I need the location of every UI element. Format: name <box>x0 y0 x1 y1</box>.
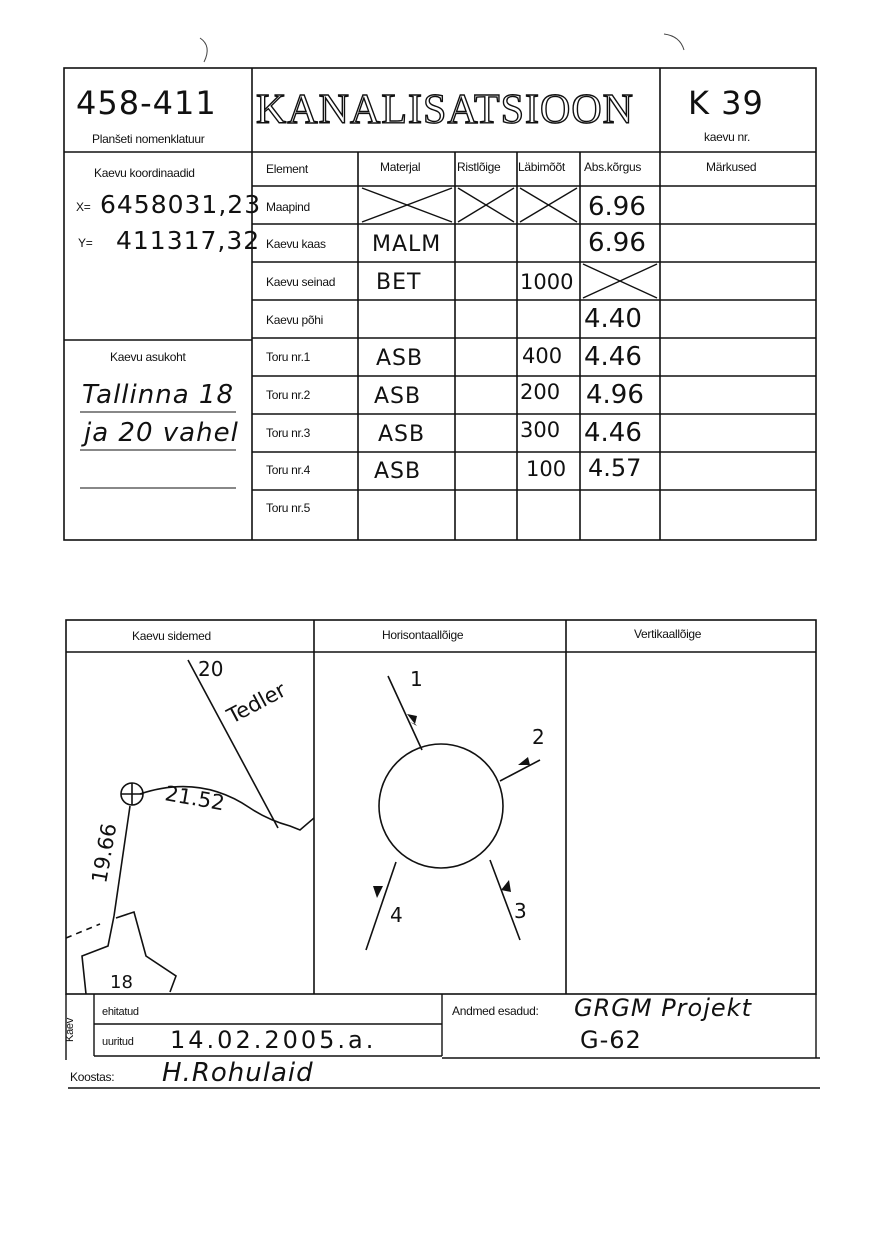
row-label: Toru nr.4 <box>266 463 310 477</box>
row-label: Kaevu seinad <box>266 275 336 289</box>
diameter-value: 1000 <box>520 270 574 294</box>
well-side-label: Kaev <box>63 1018 76 1042</box>
distance-19-66: 19.66 <box>87 821 122 885</box>
col-header-cross-section: Ristlõige <box>457 160 501 174</box>
location-line-2: ja 20 vahel <box>84 418 239 448</box>
material-value: ASB <box>376 346 424 371</box>
ties-header: Kaevu sidemed <box>132 629 211 643</box>
col-header-abs-height: Abs.kõrgus <box>584 160 642 174</box>
data-source-code: G-62 <box>580 1026 642 1054</box>
height-value: 4.57 <box>588 454 642 482</box>
lot-18-label: 18 <box>110 972 133 993</box>
height-value: 4.40 <box>584 304 642 334</box>
lot-20-label: 20 <box>198 657 224 681</box>
material-value: ASB <box>374 384 422 409</box>
row-label: Toru nr.2 <box>266 388 310 402</box>
well-number: K 39 <box>688 84 764 122</box>
material-value: ASB <box>378 422 426 447</box>
material-value: MALM <box>372 232 442 257</box>
data-source-label: Andmed esadud: <box>452 1004 539 1018</box>
location-line-1: Tallinna 18 <box>82 380 234 410</box>
horizontal-section-header: Horisontaallõige <box>382 628 464 642</box>
x-coordinate: 6458031,23 <box>100 190 262 219</box>
data-source-value: GRGM Projekt <box>574 994 752 1022</box>
col-header-material: Materjal <box>380 160 421 174</box>
diameter-value: 100 <box>526 457 567 481</box>
coordinates-label: Kaevu koordinaadid <box>94 166 195 180</box>
row-label: Kaevu kaas <box>266 237 326 251</box>
height-value: 6.96 <box>588 228 646 258</box>
distance-21-52: 21.52 <box>163 781 227 816</box>
pipe-number-4: 4 <box>390 903 403 927</box>
x-prefix: X= <box>76 200 91 214</box>
survey-date: 14.02.2005.a. <box>170 1026 377 1054</box>
location-label: Kaevu asukoht <box>110 350 186 364</box>
surveyed-label: uuritud <box>102 1036 134 1048</box>
diameter-value: 300 <box>520 418 561 442</box>
row-label: Toru nr.1 <box>266 350 310 364</box>
col-header-diameter: Läbimõõt <box>518 160 565 174</box>
y-coordinate: 411317,32 <box>116 226 261 255</box>
height-value: 4.96 <box>586 380 644 410</box>
sheet-id-label: Planšeti nomenklatuur <box>92 132 205 146</box>
horizontal-section-drawing <box>314 652 566 994</box>
sheet-id: 458-411 <box>76 84 217 122</box>
well-ties-sketch <box>66 652 314 994</box>
pipe-number-2: 2 <box>532 725 545 749</box>
built-label: ehitatud <box>102 1006 139 1018</box>
row-label: Maapind <box>266 200 310 214</box>
compiled-by-label: Koostas: <box>70 1070 115 1084</box>
material-value: ASB <box>374 459 422 484</box>
pipe-number-3: 3 <box>514 899 527 923</box>
height-value: 4.46 <box>584 342 642 372</box>
col-header-element: Element <box>266 162 308 176</box>
compiled-by-value: H.Rohulaid <box>162 1058 314 1088</box>
row-label: Kaevu põhi <box>266 313 324 327</box>
diameter-value: 400 <box>522 344 563 368</box>
row-label: Toru nr.5 <box>266 501 310 515</box>
street-label: Tedler <box>223 677 290 729</box>
pipe-number-1: 1 <box>410 667 423 691</box>
vertical-section-header: Vertikaallõige <box>634 627 702 641</box>
page-title: KANALISATSIOON <box>256 87 634 133</box>
diameter-value: 200 <box>520 380 561 404</box>
well-number-label: kaevu nr. <box>704 130 750 144</box>
height-value: 6.96 <box>588 192 646 222</box>
material-value: BET <box>376 270 422 295</box>
y-prefix: Y= <box>78 236 93 250</box>
height-value: 4.46 <box>584 418 642 448</box>
col-header-notes: Märkused <box>706 160 757 174</box>
row-label: Toru nr.3 <box>266 426 310 440</box>
